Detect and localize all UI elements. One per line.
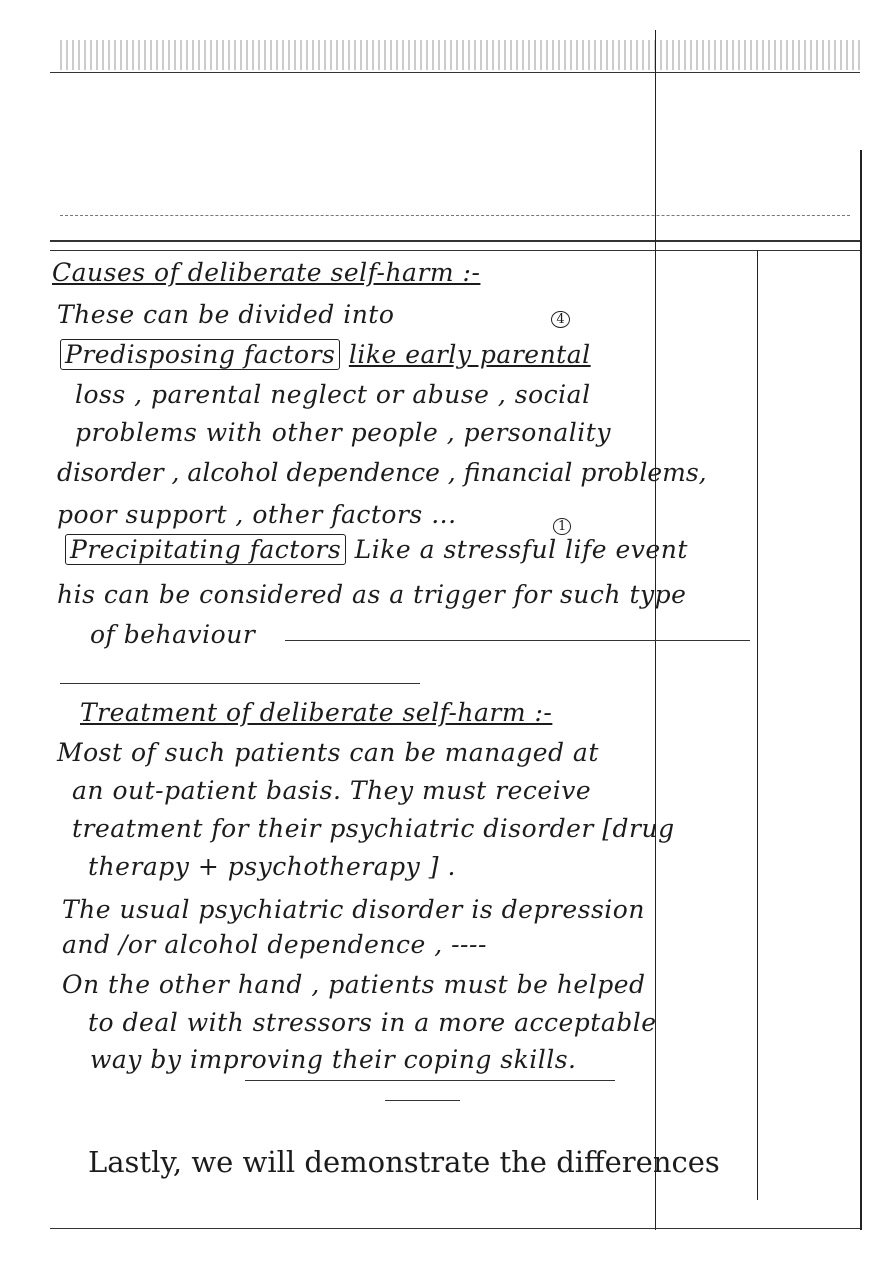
treatment-text-3: treatment for their psychiatric disorder [drug — [72, 814, 675, 843]
causes-intro-line — [57, 300, 570, 329]
margin-line-2 — [757, 250, 758, 1200]
ornament-rule — [385, 1100, 460, 1101]
treatment-end-rule — [245, 1080, 615, 1081]
treatment-text-4: therapy + psychotherapy ] . — [88, 852, 456, 881]
precipitating-text-2: his can be considered as a trigger for such type — [57, 580, 687, 609]
section-divider — [60, 683, 420, 684]
dashed-rule — [60, 215, 850, 216]
predisposing-line — [60, 340, 591, 369]
treatment-text-7: On the other hand , patients must be helped — [62, 970, 646, 999]
predisposing-factors-label: Predisposing factors — [60, 339, 340, 370]
treatment-text-1: Most of such patients can be managed at — [57, 738, 599, 767]
margin-line-1 — [655, 30, 656, 1230]
scan-noise-top — [60, 40, 860, 70]
predisposing-text-1: like early parental — [348, 340, 591, 369]
treatment-heading: Treatment of deliberate self-harm :- — [80, 698, 553, 727]
predisposing-text-2: loss , parental neglect or abuse , social — [75, 380, 591, 409]
predisposing-text-5: poor support , other factors ... — [57, 500, 457, 529]
predisposing-text-3: problems with other people , personality — [75, 418, 611, 447]
causes-intro: These can be divided into — [57, 300, 395, 329]
bottom-rule — [50, 1228, 860, 1229]
treatment-text-2: an out-patient basis. They must receive — [72, 776, 592, 805]
header-rule-2 — [50, 250, 860, 251]
number-marker-4: 4 — [551, 311, 570, 328]
treatment-text-9: way by improving their coping skills. — [90, 1045, 577, 1074]
margin-line-3 — [860, 150, 862, 1230]
predisposing-text-4: disorder , alcohol dependence , financial problems, — [57, 458, 707, 487]
closing-line: Lastly, we will demonstrate the differences — [88, 1145, 720, 1179]
header-rule-1 — [50, 240, 860, 242]
number-marker-1: 1 — [553, 518, 571, 535]
precipitating-text-3: of behaviour — [90, 620, 256, 649]
top-rule — [50, 72, 860, 73]
precipitating-factors-label: Precipitating factors — [65, 534, 346, 565]
treatment-text-6: and /or alcohol dependence , ---- — [62, 930, 487, 959]
treatment-text-8: to deal with stressors in a more acceptable — [88, 1008, 657, 1037]
behaviour-rule — [285, 640, 750, 641]
precipitating-text-1: Like a stressful life event — [354, 535, 688, 564]
precipitating-line — [65, 535, 688, 564]
treatment-text-5: The usual psychiatric disorder is depression — [62, 895, 645, 924]
causes-heading: Causes of deliberate self-harm :- — [52, 258, 481, 287]
